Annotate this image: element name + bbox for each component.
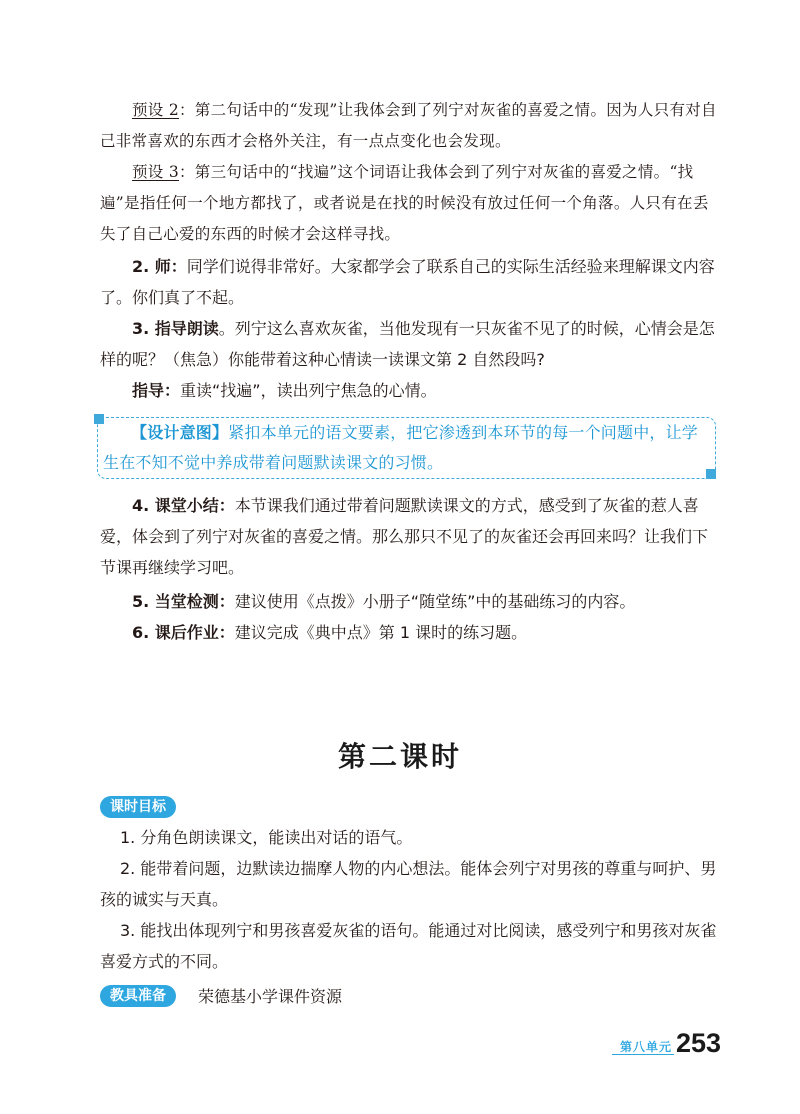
step-3-text: 。列宁这么喜欢灰雀，当他发现有一只灰雀不见了的时候，心情会是怎样的呢？（焦急）你能带着这种心情读一读课文第 2 自然段吗? [100, 319, 715, 369]
step-3-paragraph [100, 313, 720, 375]
step-2-label: 2. 师： [132, 257, 187, 276]
preset-3-paragraph [100, 157, 720, 250]
design-intent-label: 【设计意图】 [131, 423, 229, 442]
prep-text: 荣德基小学课件资源 [198, 987, 343, 1006]
step-5-text: 建议使用《点拨》小册子“随堂练”中的基础练习的内容。 [234, 592, 636, 611]
design-intent-paragraph [103, 418, 708, 478]
preset-2-label: 预设 2 [132, 101, 179, 119]
preset-3-text: ：第三句话中的“找遍”这个词语让我体会到了列宁对灰雀的喜爱之情。“找遍”是指任何一个地方都找了，或者说是在找的时候没有放过任何一个角落。人只有在丢失了自己心爱的东西的时候才会这样寻找。 [100, 163, 709, 243]
step-5-label: 5. 当堂检测： [132, 592, 235, 611]
goal-item: 3. 能找出体现列宁和男孩喜爱灰雀的语句。能通过对比阅读，感受列宁和男孩对灰雀喜爱方式的不同。 [100, 921, 717, 971]
guide-label: 指导： [132, 381, 181, 400]
step-2-paragraph [100, 251, 720, 313]
lesson-title: 第二课时 [337, 740, 462, 773]
step-4-label: 4. 课堂小结： [132, 496, 235, 515]
step-3-label: 3. 指导朗读 [132, 319, 219, 338]
step-4-paragraph [100, 490, 720, 583]
step-4-text: 本节课我们通过带着问题默读课文的方式，感受到了灰雀的惹人喜爱，体会到了列宁对灰雀的喜爱之情。那么那只不见了的灰雀还会再回来吗？让我们下节课再继续学习吧。 [100, 496, 709, 577]
preset-3-label: 预设 3 [132, 163, 179, 181]
preset-2-paragraph [100, 95, 720, 157]
footer-unit-label: 第八单元 [620, 1040, 673, 1054]
guide-text: 重读“找遍”，读出列宁焦急的心情。 [180, 381, 437, 400]
goal-item: 2. 能带着问题，边默读边揣摩人物的内心想法。能体会列宁对男孩的尊重与呵护、男孩的诚实与天真。 [100, 859, 717, 909]
prep-badge: 教具准备 [100, 985, 176, 1007]
goals-badge: 课时目标 [100, 796, 176, 818]
step-6-label: 6. 课后作业： [132, 623, 235, 642]
footer-divider [612, 1054, 674, 1055]
step-6-text: 建议完成《典中点》第 1 课时的练习题。 [234, 623, 528, 642]
page-number: 253 [676, 1028, 722, 1058]
guide-paragraph [100, 375, 720, 406]
step-6-paragraph [100, 617, 720, 648]
design-intent-text: 紧扣本单元的语文要素，把它渗透到本环节的每一个问题中，让学生在不知不觉中养成带着问题默读课文的习惯。 [103, 423, 699, 472]
preset-2-text: ：第二句话中的“发现”让我体会到了列宁对灰雀的喜爱之情。因为人只有对自己非常喜欢的东西才会格外关注，有一点点变化也会发现。 [100, 101, 717, 150]
goal-item: 1. 分角色朗读课文，能读出对话的语气。 [120, 828, 413, 847]
step-2-text: 同学们说得非常好。大家都学会了联系自己的实际生活经验来理解课文内容了。你们真了不起。 [100, 257, 715, 307]
step-5-paragraph [100, 586, 720, 617]
